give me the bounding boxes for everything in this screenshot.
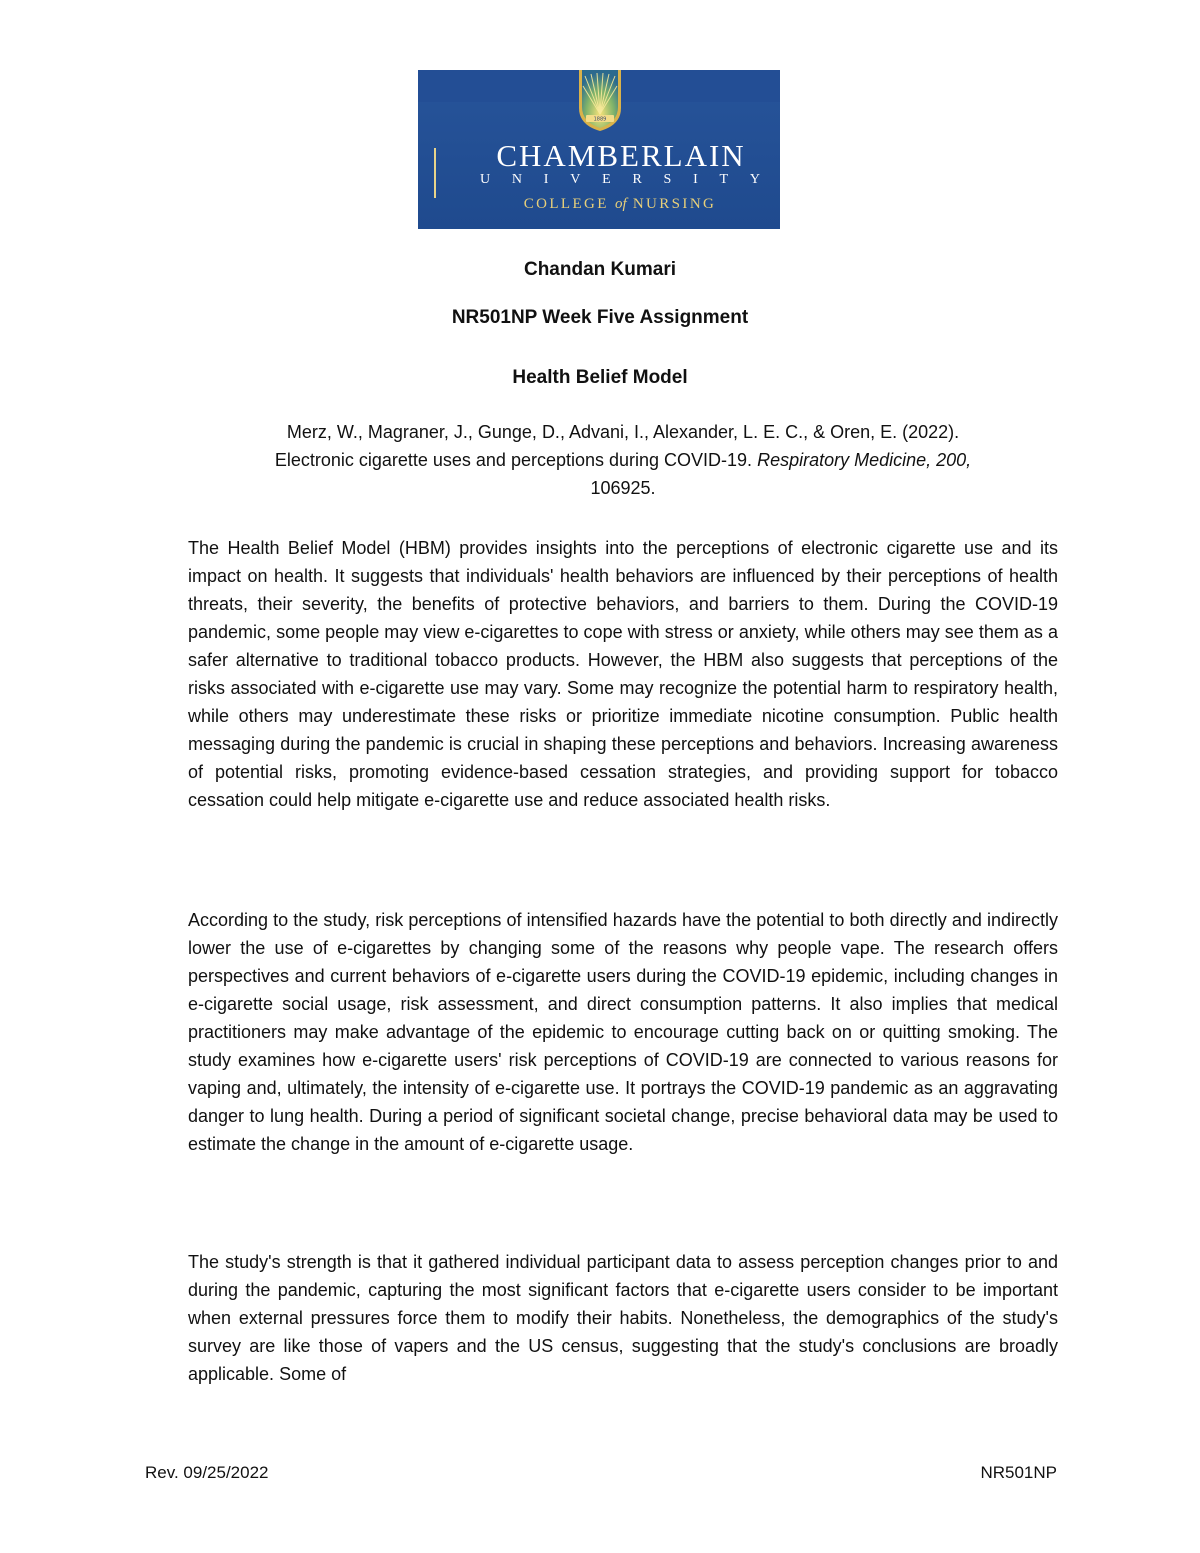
logo-college-of: of	[614, 196, 627, 212]
logo-letter: U	[480, 172, 491, 187]
logo-letter: V	[570, 172, 581, 187]
reference-citation	[188, 418, 1058, 502]
topic-title: Health Belief Model	[512, 367, 688, 388]
logo-name: CHAMBERLAIN	[496, 138, 746, 173]
logo-college-prefix: COLLEGE	[523, 196, 609, 212]
logo-letter: T	[719, 172, 729, 187]
body-paragraph: The study's strength is that it gathered individual participant data to assess perception changes prior to and during the pandemic, capturing the most significant factors that e-cigarette users consider to be important when external pressures force them to modify their habits. Nonetheless, the demographics of the study's survey are like those of vapers and the US census, suggesting that the study's conclusions are broadly applicable. Some of	[188, 1252, 1058, 1384]
citation-title-line	[188, 446, 1058, 474]
footer-revision: Rev. 09/25/2022	[145, 1463, 269, 1482]
author-name: Chandan Kumari	[523, 259, 677, 280]
logo-letter: R	[632, 172, 642, 187]
seal-year: 1889	[593, 116, 607, 123]
citation-authors: Merz, W., Magraner, J., Gunge, D., Advani, I., Alexander, L. E. C., & Oren, E. (2022).	[286, 422, 960, 442]
assignment-title: NR501NP Week Five Assignment	[451, 307, 749, 328]
logo-letter: I	[543, 172, 549, 187]
shield-seal-icon	[577, 70, 623, 132]
logo-letter: S	[663, 172, 672, 187]
footer-course: NR501NP	[980, 1463, 1057, 1482]
body-paragraph: According to the study, risk perceptions of intensified hazards have the potential to both directly and indirectly lower the use of e-cigarettes by changing some of the reasons why people vape. The research offers perspectives and current behaviors of e-cigarette users during the COVID-19 epidemic, including changes in e-cigarette social usage, risk assessment, and direct consumption patterns. It also implies that medical practitioners may make advantage of the epidemic to encourage cutting back on or quitting smoking. The study examines how e-cigarette users' risk perceptions of COVID-19 are connected to various reasons for vaping and, ultimately, the intensity of e-cigarette use. It portrays the COVID-19 pandemic as an aggravating danger to lung health. During a period of significant societal change, precise behavioral data may be used to estimate the change in the amount of e-cigarette usage.	[188, 910, 1058, 1154]
logo-letter: Y	[749, 172, 760, 187]
citation-title: Electronic cigarette uses and perceptions during COVID-19.	[274, 450, 753, 470]
citation-article-number: 106925.	[590, 478, 656, 498]
logo-university	[480, 172, 760, 188]
body-paragraph: The Health Belief Model (HBM) provides insights into the perceptions of electronic cigarette use and its impact on health. It suggests that individuals' health behaviors are influenced by their perceptions of health threats, their severity, the benefits of protective behaviors, and barriers to them. During the COVID-19 pandemic, some people may view e-cigarettes to cope with stress or anxiety, while others may see them as a safer alternative to traditional tobacco products. However, the HBM also suggests that perceptions of the risks associated with e-cigarette use may vary. Some may recognize the potential harm to respiratory health, while others may underestimate these risks or prioritize immediate nicotine consumption. Public health messaging during the pandemic is crucial in shaping these perceptions and behaviors. Increasing awareness of potential risks, promoting evidence-based cessation strategies, and providing support for tobacco cessation could help mitigate e-cigarette use and reduce associated health risks.	[188, 538, 1058, 810]
logo-letter: N	[511, 172, 523, 187]
citation-journal: Respiratory Medicine, 200,	[757, 450, 972, 470]
logo-letter: E	[602, 172, 611, 187]
logo-college	[480, 195, 760, 213]
logo-college-suffix: NURSING	[632, 196, 717, 212]
university-logo	[418, 70, 780, 229]
logo-letter: I	[693, 172, 698, 187]
logo-divider	[434, 148, 436, 198]
